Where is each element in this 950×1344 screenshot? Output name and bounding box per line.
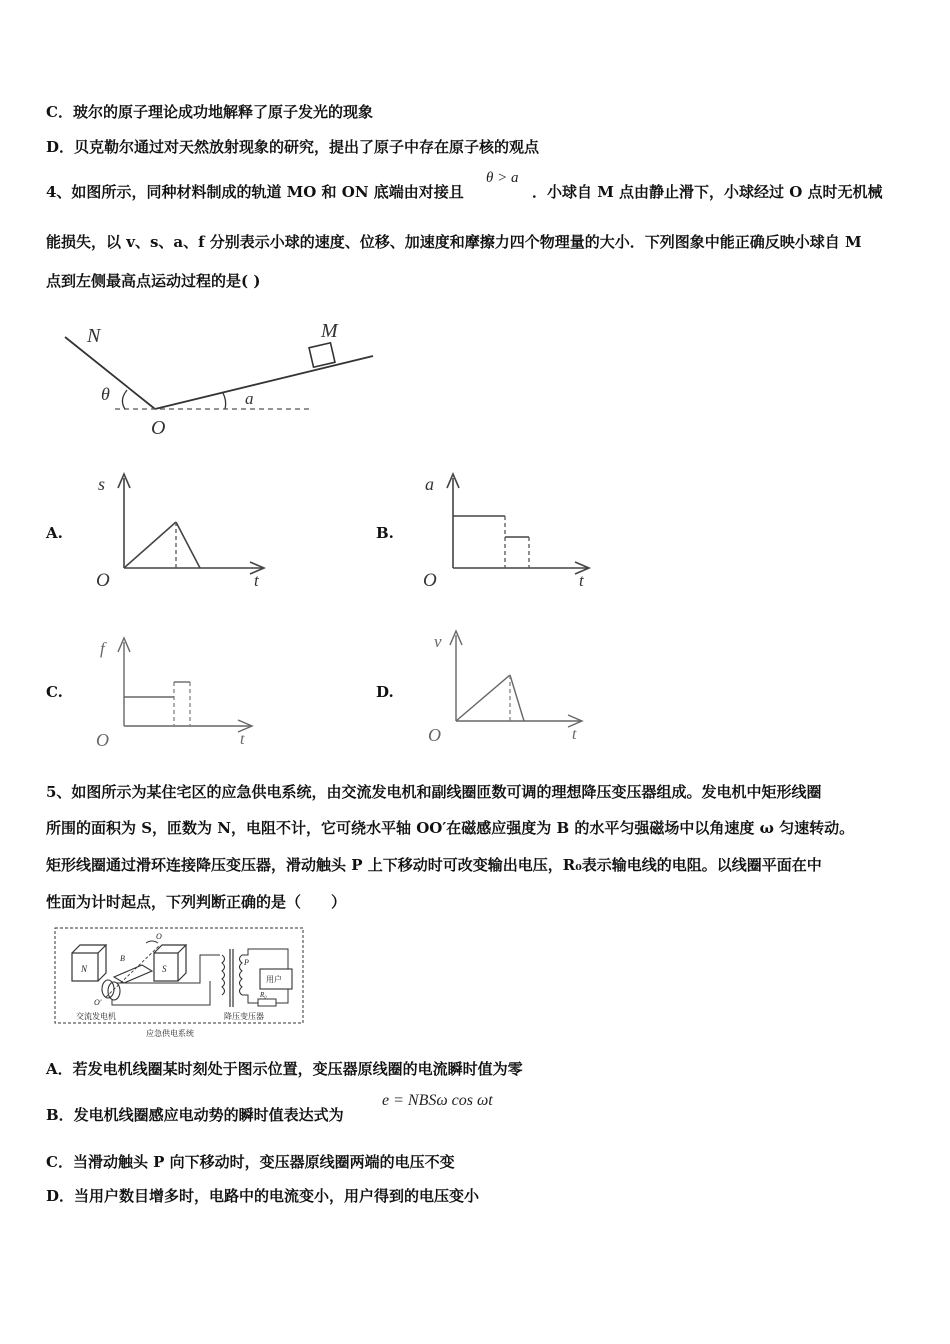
circuit-user: 用户 bbox=[266, 975, 282, 984]
q4-stem-line1a: 4、如图所示，同种材料制成的轨道 MO 和 ON 底端由对接且 bbox=[46, 183, 464, 201]
label-theta: θ bbox=[101, 384, 110, 404]
q4-track-figure bbox=[55, 312, 385, 442]
circuit-n: N bbox=[81, 964, 88, 974]
label-caption: 应急供电系统 bbox=[146, 1029, 194, 1038]
resistor-r0 bbox=[258, 999, 276, 1006]
label-o: O bbox=[151, 417, 166, 439]
q5-stem-line4: 性面为计时起点，下列判断正确的是（ ） bbox=[46, 893, 347, 911]
circuit-s: S bbox=[162, 964, 167, 974]
q5-stem-line3: 矩形线圈通过滑环连接降压变压器，滑动触头 P 上下移动时可改变输出电压，R₀表示输电线的电阻。以线圈平面在中 bbox=[46, 856, 822, 874]
circuit-p: P bbox=[244, 958, 249, 967]
q4-graph-b bbox=[415, 468, 595, 592]
graph-a-rise bbox=[124, 522, 176, 568]
q5-circuit-figure bbox=[50, 925, 310, 1040]
q4-stem-line1b: ．小球自 M 点由静止滑下，小球经过 O 点时无机械 bbox=[532, 183, 883, 201]
coil bbox=[114, 965, 152, 983]
graph-c-y-label: f bbox=[100, 639, 105, 658]
q3-option-d: D．贝克勒尔通过对天然放射现象的研究，提出了原子中存在原子核的观点 bbox=[46, 138, 540, 156]
q5-formula: e = NBSω cos ωt bbox=[382, 1092, 493, 1109]
label-alpha: a bbox=[245, 389, 254, 408]
q4-option-d-label: D. bbox=[376, 683, 394, 701]
q4-option-c-label: C. bbox=[46, 683, 63, 701]
graph-d-x-label: t bbox=[572, 726, 577, 743]
graph-b-origin: O bbox=[423, 570, 437, 591]
q4-option-b-label: B. bbox=[376, 524, 394, 542]
q5-option-c: C．当滑动触头 P 向下移动时，变压器原线圈两端的电压不变 bbox=[46, 1153, 455, 1171]
graph-a-y-label: s bbox=[98, 474, 106, 494]
graph-d-y-label: v bbox=[434, 632, 442, 651]
circuit-b: B bbox=[120, 954, 125, 963]
q5-stem-line2: 所围的面积为 S，匝数为 N，电阻不计，它可绕水平轴 OO′在磁感应强度为 B 的水平匀强磁场中以角速度 ω 匀速转动。 bbox=[46, 819, 855, 837]
q4-graph-c bbox=[90, 630, 260, 752]
graph-b-y-label: a bbox=[425, 474, 434, 494]
graph-d-fall bbox=[510, 675, 524, 721]
graph-b-x-label: t bbox=[579, 571, 584, 590]
q5-option-a: A．若发电机线圈某时刻处于图示位置，变压器原线圈的电流瞬时值为零 bbox=[46, 1060, 523, 1078]
label-m: M bbox=[321, 320, 338, 342]
graph-d-origin: O bbox=[428, 725, 441, 745]
circuit-o2: O′ bbox=[94, 998, 102, 1007]
label-transformer: 降压变压器 bbox=[224, 1012, 264, 1021]
circuit-o: O bbox=[156, 932, 162, 941]
graph-a-x-label: t bbox=[254, 571, 259, 590]
secondary-coil bbox=[240, 955, 243, 995]
primary-coil bbox=[222, 955, 225, 995]
q4-condition: θ > a bbox=[486, 170, 519, 186]
q4-graph-d bbox=[420, 625, 590, 749]
graph-c-origin: O bbox=[96, 730, 109, 750]
q4-option-a-label: A. bbox=[46, 524, 63, 542]
graph-a-origin: O bbox=[96, 570, 110, 591]
q3-option-c: C．玻尔的原子理论成功地解释了原子发光的现象 bbox=[46, 103, 373, 121]
q5-stem-line1: 5、如图所示为某住宅区的应急供电系统，由交流发电机和副线圈匝数可调的理想降压变压器组成。发电机中矩形线圈 bbox=[46, 783, 822, 801]
label-generator: 交流发电机 bbox=[76, 1012, 116, 1021]
q4-stem-line3: 点到左侧最高点运动过程的是( ) bbox=[46, 272, 261, 290]
block-m bbox=[309, 343, 335, 367]
graph-a-fall bbox=[176, 522, 200, 568]
q4-graph-a bbox=[90, 468, 270, 592]
circuit-r0: R₀ bbox=[260, 991, 267, 999]
label-n: N bbox=[87, 325, 101, 347]
q4-stem-line2: 能损失，以 v、s、a、f 分别表示小球的速度、位移、加速度和摩擦力四个物理量的大小．下列图象中能正确反映小球自 M bbox=[46, 233, 862, 251]
graph-d-rise bbox=[456, 675, 510, 721]
q5-option-b: B．发电机线圈感应电动势的瞬时值表达式为 bbox=[46, 1106, 344, 1124]
graph-c-x-label: t bbox=[240, 731, 245, 748]
q5-option-d: D．当用户数目增多时，电路中的电流变小，用户得到的电压变小 bbox=[46, 1187, 480, 1205]
